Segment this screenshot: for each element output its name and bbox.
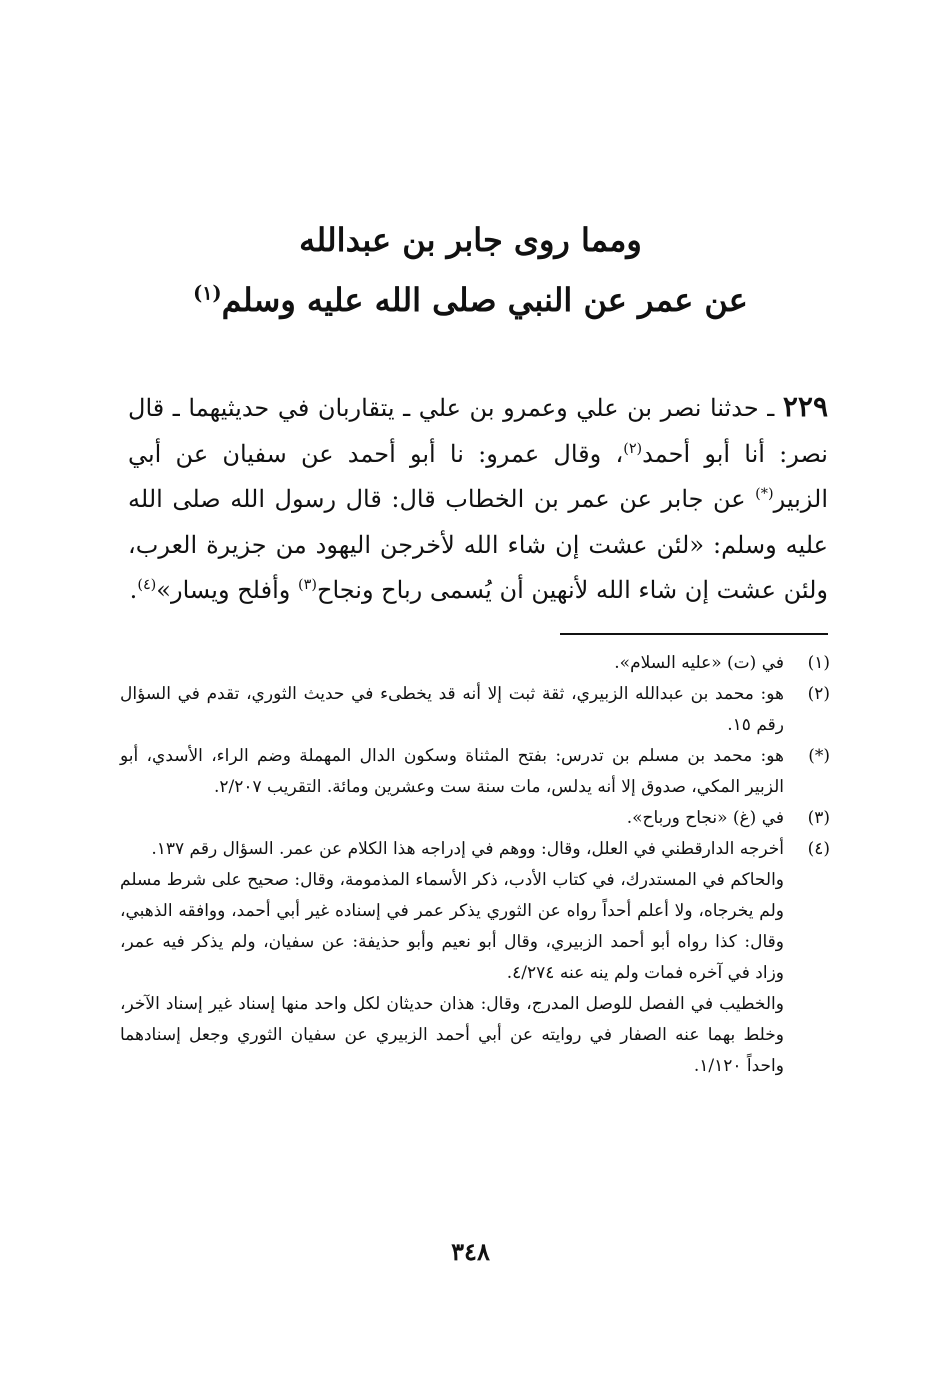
chapter-subtitle [0, 280, 941, 320]
hadith-segment: ـ حدثنا نصر بن علي وعمرو بن علي ـ يتقاربان في حديثيهما ـ قال نصر: أنا أبو أحمد [128, 394, 828, 468]
footnote-body [120, 803, 784, 834]
footnote-body [120, 679, 784, 741]
hadith-segment: ، وقال عمرو: نا أبو أحمد عن سفيان عن أبي الزبير [128, 439, 828, 513]
page-number: ٣٤٨ [451, 1237, 490, 1266]
footnote-paragraph: والخطيب في الفصل للوصل المدرج، وقال: هذان حديثان لكل واحد منها إسناد غير إسناد الآخر، وخلط بهما عنه الصفار في روايته عن أبي أحمد الزبيري عن سفيان الثوري وجعل إسنادهما واحداً ١/١٢٠. [120, 994, 784, 1076]
footnote-marker: (٤) [807, 839, 830, 859]
hadith-segment: عن جابر عن عمر بن الخطاب قال: قال رسول الله صلى الله عليه وسلم: «لئن عشت إن شاء الله لأخرجن اليهود من جزيرة العرب، ولئن عشت إن شاء الله لأنهين أن يُسمى رباح ونجاح [128, 485, 828, 604]
hadith-text [128, 384, 828, 614]
footnote-body [120, 648, 784, 679]
footnote-marker: (٣) [807, 808, 830, 828]
footnote-ref: (٤) [137, 577, 157, 593]
hadith-number: ٢٢٩ [782, 390, 829, 423]
footnote-ref: (١) [193, 281, 222, 305]
footnote [120, 679, 830, 741]
footnotes [120, 648, 830, 1082]
footnote-paragraph: والحاكم في المستدرك، في كتاب الأدب، ذكر الأسماء المذمومة، وقال: صحيح على شرط مسلم ولم يخرجاه، ولا أعلم أحداً رواه عن الثوري يذكر عمر في إسناده غير أبي أحمد، ووافقه الذهبي، وقال: كذا رواه أبو أحمد الزبيري، وقال أبو نعيم وأبو حذيفة: عن سفيان، ولم يذكر فيه عمر، وزاد في آخره فمات ولم ينه عنه ٤/٢٧٤. [120, 870, 784, 983]
footnote-paragraph: في (ت) «عليه السلام». [614, 653, 784, 673]
footnote-paragraph: هو: محمد بن مسلم بن تدرس: بفتح المثناة وسكون الدال المهملة وضم الراء، الأسدي، أبو الزبير المكي، صدوق إلا أنه يدلس، مات سنة ست وعشرين ومائة. التقريب ٢/٢٠٧. [120, 746, 784, 797]
footnote-paragraph: في (غ) «نجاح ورباح». [626, 808, 784, 828]
footnote-paragraph: هو: محمد بن عبدالله الزبيري، ثقة ثبت إلا أنه قد يخطىء في حديث الثوري، تقدم في السؤال رقم ١٥. [120, 684, 784, 735]
footnote-marker: (٢) [807, 684, 830, 704]
footnote-ref: (*) [755, 486, 774, 502]
chapter-title [0, 220, 941, 260]
footnote-body [120, 741, 784, 803]
footnote-separator [560, 633, 828, 635]
footnote-ref: (٣) [298, 577, 317, 593]
hadith-segment: وأفلح ويسار» [156, 576, 298, 604]
footnote [120, 648, 830, 679]
chapter-title-line-1: ومما روى جابر بن عبدالله [299, 221, 642, 259]
hadith-segment: . [129, 576, 138, 604]
footnote-body [120, 834, 784, 1082]
footnote-marker: (*) [808, 746, 830, 766]
footnote-marker: (١) [807, 653, 830, 673]
chapter-title-line-2: عن عمر عن النبي صلى الله عليه وسلم [221, 281, 748, 319]
footnote [120, 741, 830, 803]
footnote-ref: (٢) [623, 440, 643, 457]
footnote-paragraph: أخرجه الدارقطني في العلل، وقال: ووهم في إدراجه هذا الكلام عن عمر. السؤال رقم ١٣٧. [151, 839, 784, 859]
footnote [120, 803, 830, 834]
footnote [120, 834, 830, 1082]
